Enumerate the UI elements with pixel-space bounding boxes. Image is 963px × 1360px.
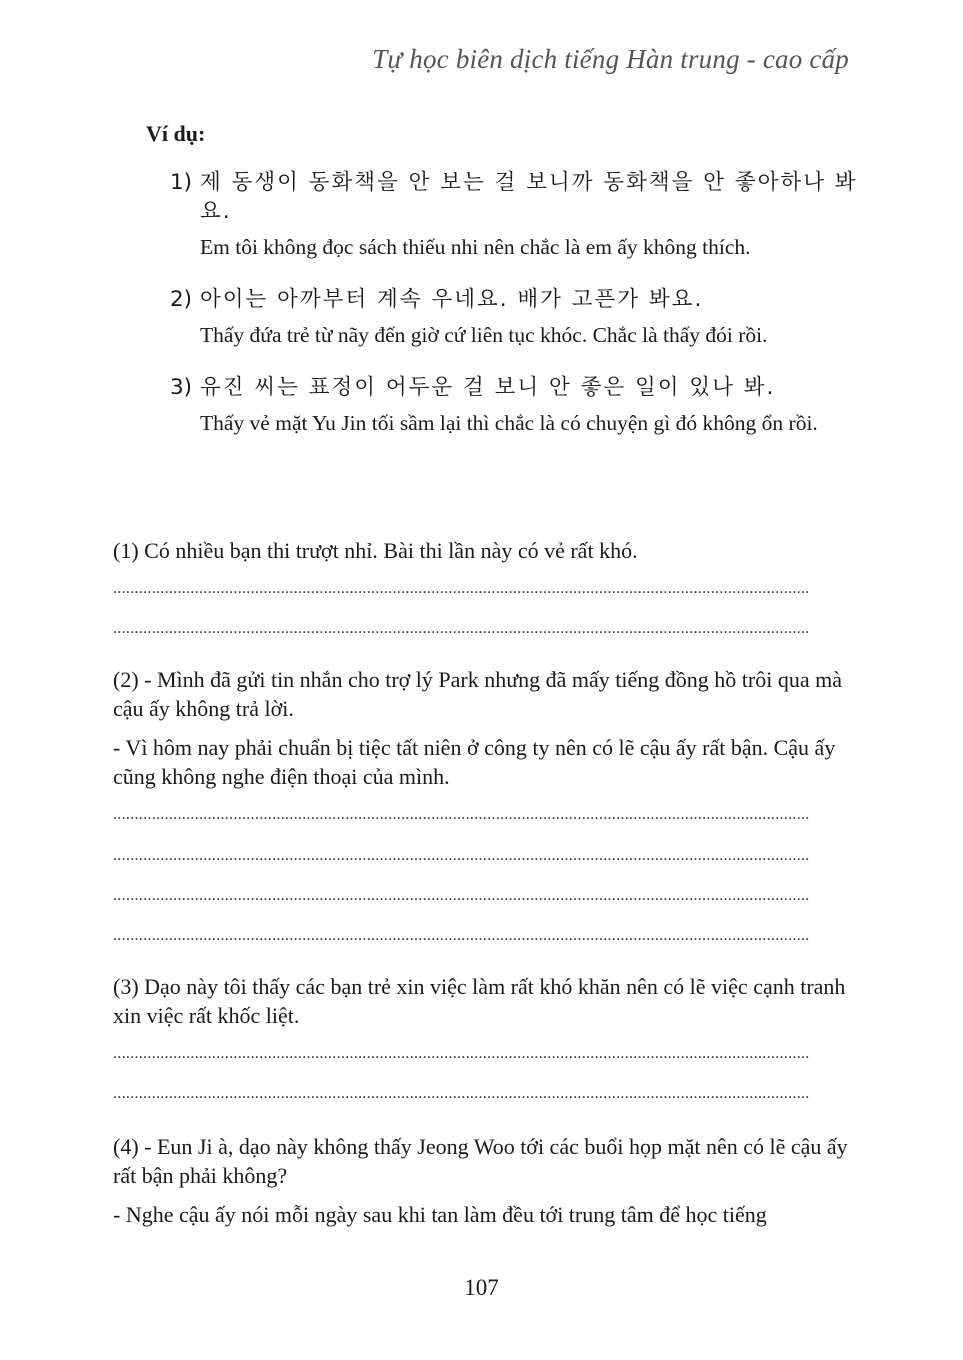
example-korean: 유진 씨는 표정이 어두운 걸 보니 안 좋은 일이 있나 봐. [200,375,776,400]
answer-line[interactable]: .................................................................................................................................................................. [113,847,810,864]
example-item-2 [170,285,860,350]
exercise-text: (3) Dạo này tôi thấy các bạn trẻ xin việc làm rất khó khăn nên có lẽ việc cạnh tranh xin việc rất khốc liệt. [113,974,846,1028]
example-korean: 제 동생이 동화책을 안 보는 걸 보니까 동화책을 안 좋아하나 봐요. [200,170,858,224]
answer-line[interactable]: .................................................................................................................................................................. [113,1085,810,1102]
example-vietnamese: Thấy đứa trẻ từ nãy đến giờ cứ liên tục khóc. Chắc là thấy đói rồi. [200,323,768,347]
example-vietnamese: Em tôi không đọc sách thiếu nhi nên chắc là em ấy không thích. [200,235,751,259]
example-item-3 [170,373,860,438]
exercise-text: - Nghe cậu ấy nói mỗi ngày sau khi tan làm đều tới trung tâm để học tiếng [113,1202,767,1227]
example-vietnamese: Thấy vẻ mặt Yu Jin tối sầm lại thì chắc là có chuyện gì đó không ổn rồi. [200,411,818,435]
answer-line[interactable]: .................................................................................................................................................................. [113,580,810,597]
exercise-text: (1) Có nhiều bạn thi trượt nhỉ. Bài thi lần này có vẻ rất khó. [113,538,638,563]
answer-line[interactable]: .................................................................................................................................................................. [113,887,810,904]
examples-title: Ví dụ: [146,121,206,146]
example-number: 1) [170,170,193,195]
example-korean: 아이는 아까부터 계속 우네요. 배가 고픈가 봐요. [200,287,704,312]
exercise-text: (2) - Mình đã gửi tin nhắn cho trợ lý Park nhưng đã mấy tiếng đồng hồ trôi qua mà cậu ấy không trả lời. [113,667,842,721]
example-item-1 [170,168,860,262]
page-number: 107 [464,1275,499,1300]
answer-line[interactable]: .................................................................................................................................................................. [113,927,810,944]
exercise-text: (4) - Eun Ji à, dạo này không thấy Jeong Woo tới các buổi họp mặt nên có lẽ cậu ấy rất bận phải không? [113,1134,848,1188]
exercise-4 [113,1132,851,1229]
answer-line[interactable]: .................................................................................................................................................................. [113,1045,810,1062]
exercise-text: - Vì hôm nay phải chuẩn bị tiệc tất niên ở công ty nên có lẽ cậu ấy rất bận. Cậu ấy cũng không nghe điện thoại của mình. [113,735,836,789]
example-number: 3) [170,375,193,400]
example-number: 2) [170,287,193,312]
exercise-3 [113,972,851,1030]
answer-line[interactable]: .................................................................................................................................................................. [113,806,810,823]
exercise-2 [113,665,851,791]
answer-line[interactable]: .................................................................................................................................................................. [113,620,810,637]
running-header: Tự học biên dịch tiếng Hàn trung - cao cấp [372,44,849,74]
exercise-1 [113,536,851,565]
